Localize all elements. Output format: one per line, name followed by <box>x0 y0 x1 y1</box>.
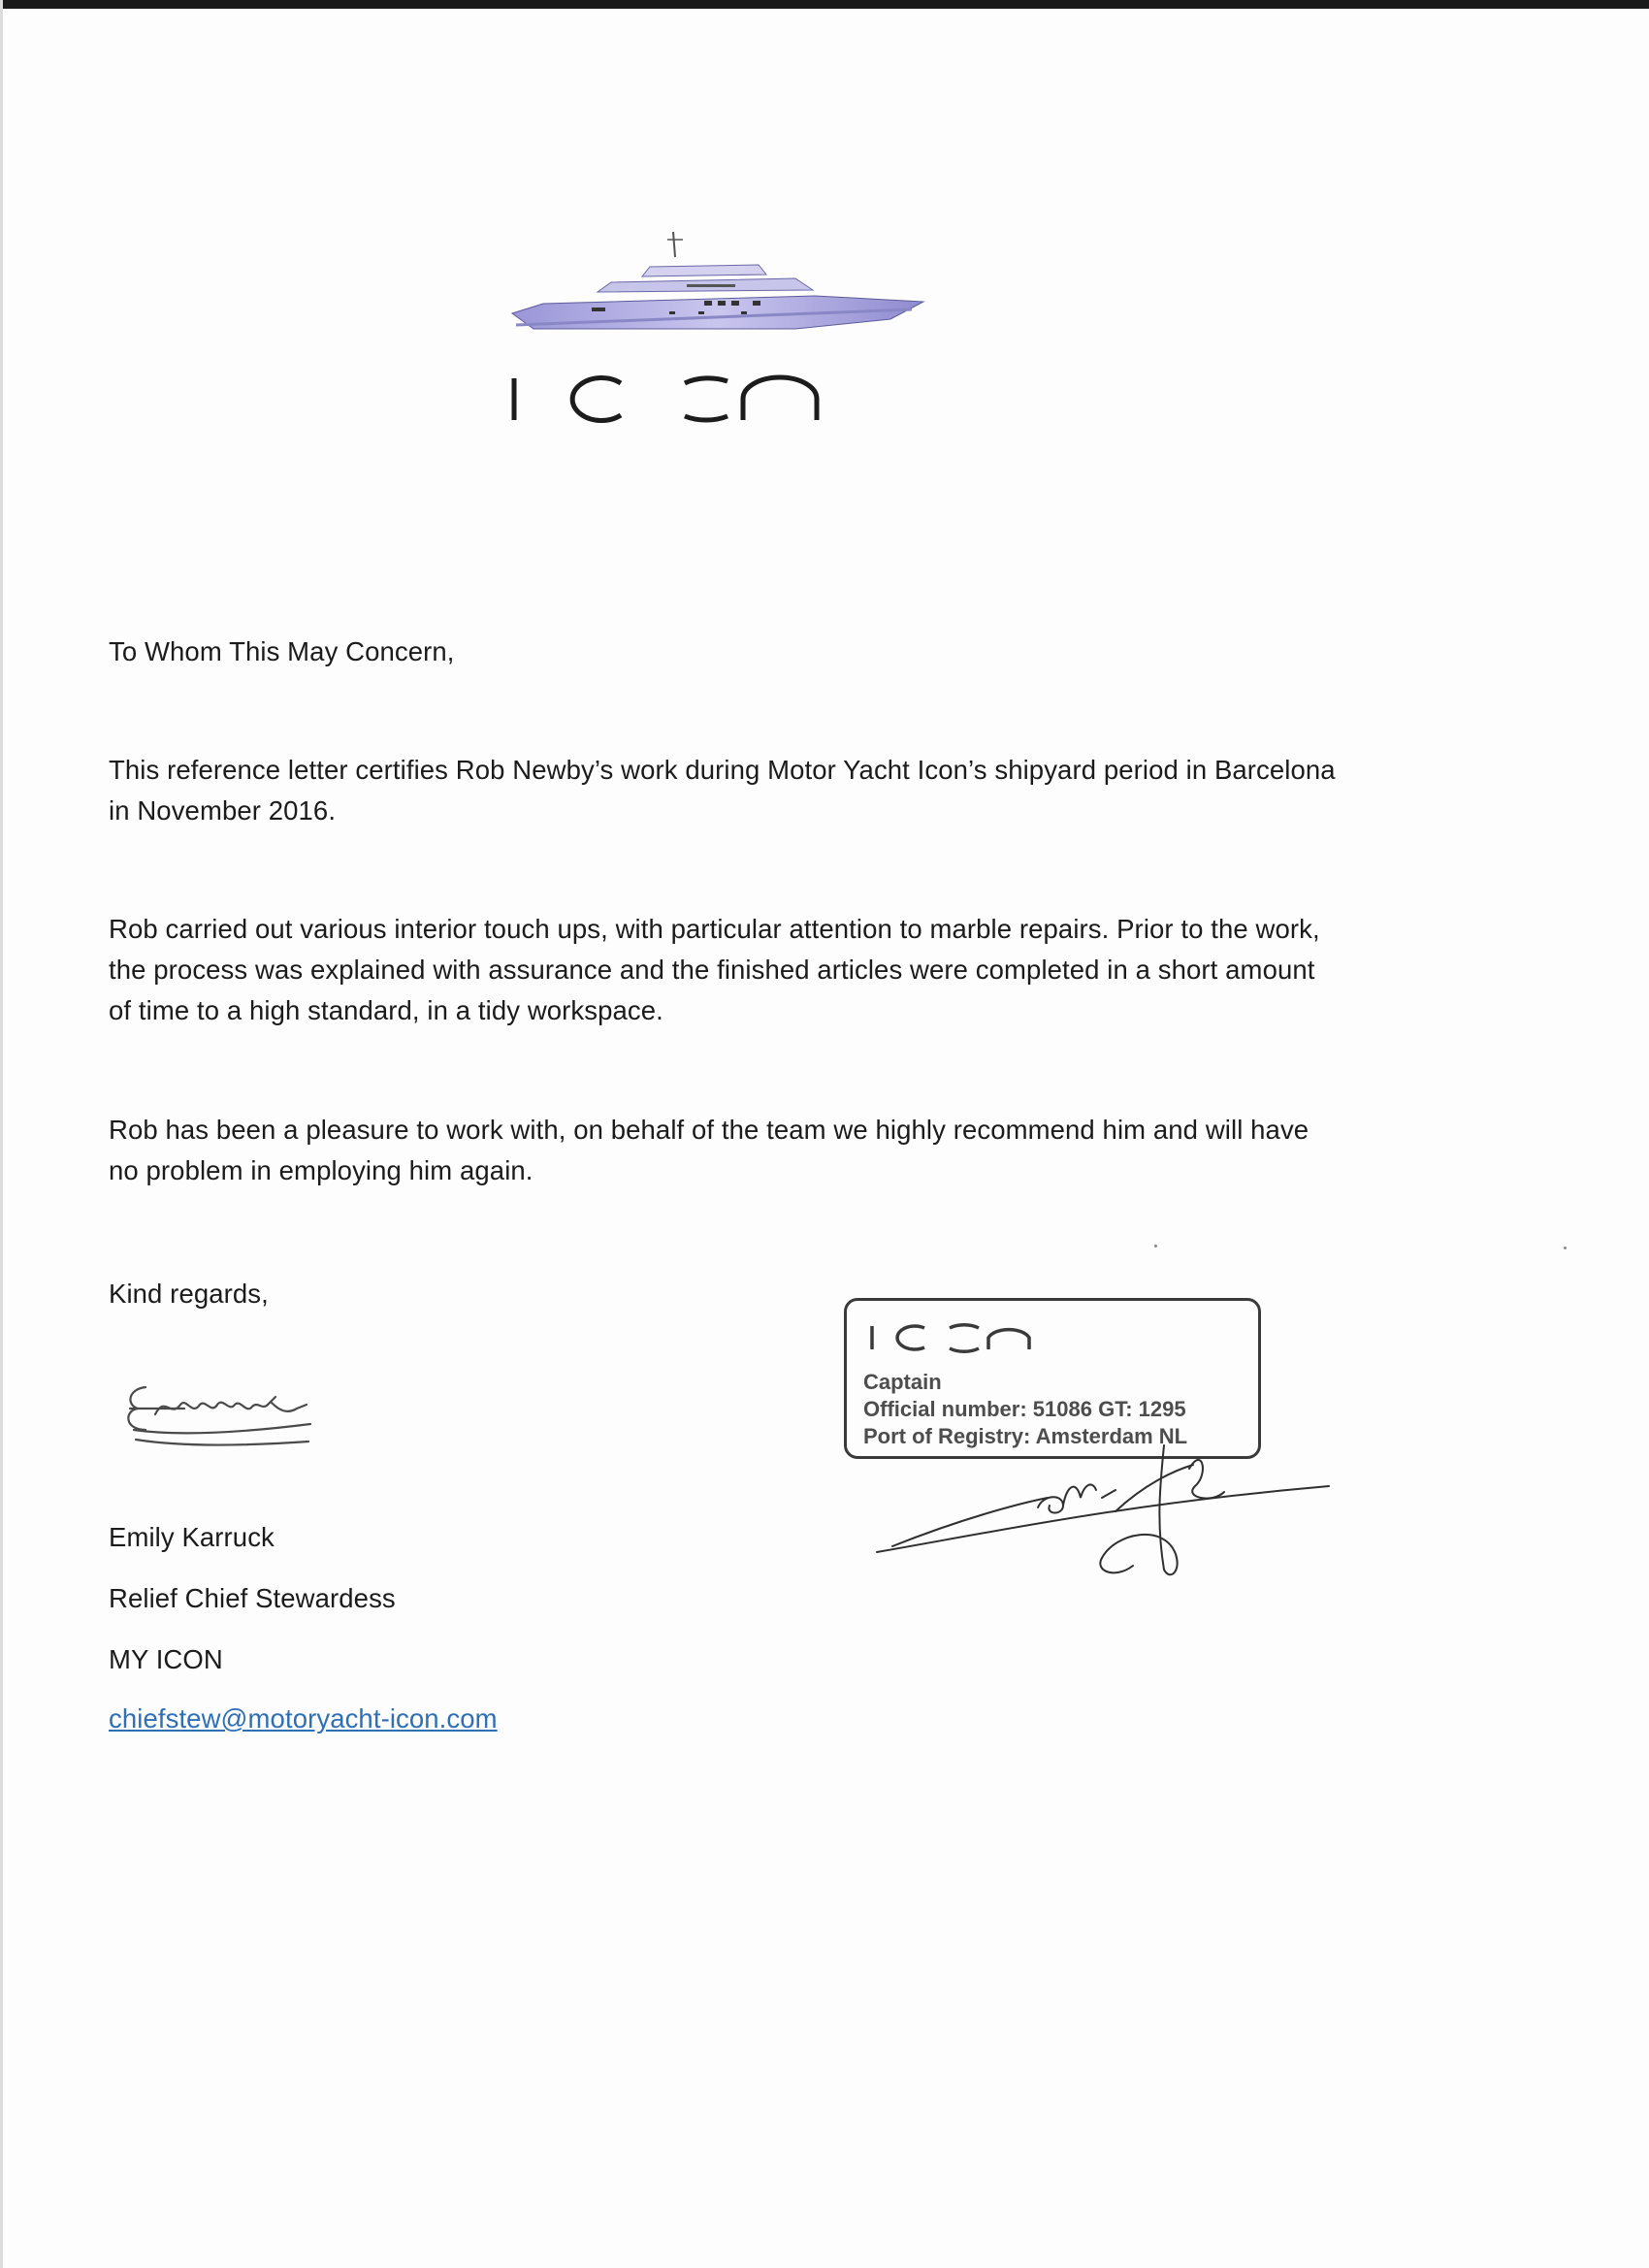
paragraph-work-details: Rob carried out various interior touch ups, with particular attention to marble repairs. Prior to the work, the process was explained with assurance and the finished articles were completed in a short amount of time to a high standard, in a tidy workspace. <box>109 914 1320 1025</box>
stamp-icon-wordmark <box>866 1316 1060 1355</box>
scan-left-edge <box>0 0 3 2268</box>
signatory-role: Relief Chief Stewardess <box>109 1583 396 1613</box>
paragraph-recommendation: Rob has been a pleasure to work with, on behalf of the team we highly recommend him and will have no problem in employing him again. <box>109 1115 1310 1185</box>
signatory-name: Emily Karruck <box>109 1522 275 1552</box>
icon-wordmark <box>514 377 817 421</box>
icon-yacht-logo <box>504 228 931 437</box>
stamp-title: Captain <box>863 1370 942 1394</box>
captain-signature-icon <box>873 1426 1339 1581</box>
scan-speck <box>1154 1245 1157 1247</box>
salutation: To Whom This May Concern, <box>109 636 455 666</box>
scan-top-edge <box>0 0 1649 9</box>
yacht-icon <box>504 228 931 437</box>
closing: Kind regards, <box>109 1279 269 1309</box>
stamp-port-of-registry: Port of Registry: Amsterdam NL <box>863 1424 1188 1448</box>
paragraph-intro: This reference letter certifies Rob Newby’s work during Motor Yacht Icon’s shipyard period in Barcelona in November 2016. <box>109 755 1336 826</box>
scan-speck <box>1564 1247 1567 1249</box>
signatory-organization: MY ICON <box>109 1644 223 1674</box>
stamp-official-number: Official number: 51086 GT: 1295 <box>863 1397 1186 1421</box>
handwritten-signature-icon <box>116 1376 340 1463</box>
email-link[interactable]: chiefstew@motoryacht-icon.com <box>109 1703 498 1733</box>
